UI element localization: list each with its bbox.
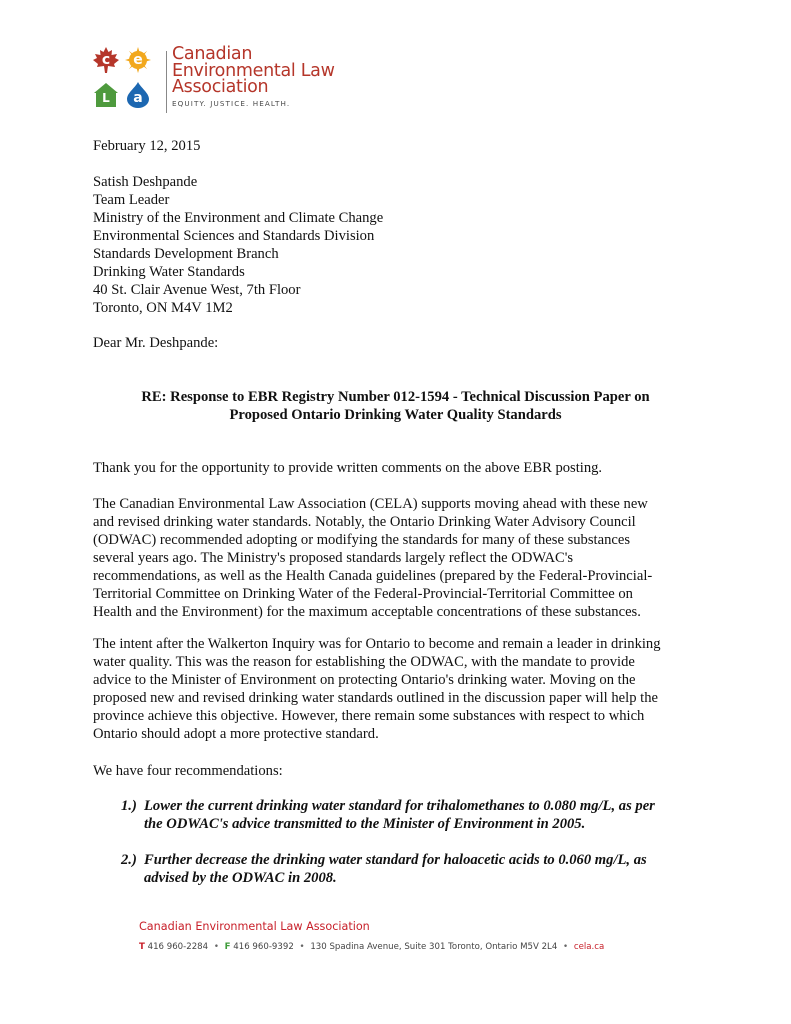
subject-line-1: RE: Response to EBR Registry Number 012-1594 - Technical Discussion Paper on [141,389,650,405]
paragraph-line: Territorial Committee on Drinking Water of the Federal-Provincial-Territorial Committee on [93,586,633,602]
phone-number: 416 960-2284 [147,942,209,952]
paragraph-line: province achieve this objective. However, there remain some substances with respect to which [93,708,645,724]
separator-dot: • [563,942,569,952]
paragraph-line: water quality. This was the reason for establishing the ODWAC, with the mandate to provide [93,654,635,670]
recommendation-text [144,797,655,833]
recipient-division: Environmental Sciences and Standards Division [93,228,375,244]
paragraph-recommendations-intro [93,762,713,780]
paragraph-thanks [93,459,713,477]
fax-number: 416 960-9392 [233,942,294,952]
salutation: Dear Mr. Deshpande: [93,335,219,351]
subject-line [93,388,698,424]
maple-leaf-icon: c [93,47,119,73]
logo-line: Environmental Law [172,60,335,81]
recipient-name: Satish Deshpande [93,174,198,190]
recommendation-line: advised by the ODWAC in 2008. [144,870,337,886]
recipient-city: Toronto, ON M4V 1M2 [93,300,233,316]
logo-divider [166,51,167,113]
logo-line: Canadian [172,44,253,64]
recommendation-number: 2.) [121,852,137,868]
separator-dot: • [299,942,305,952]
logo-wordmark [172,46,335,108]
footer-address: 130 Spadina Avenue, Suite 301 Toronto, Ontario M5V 2L4 [310,942,558,952]
recommendation-number: 1.) [121,798,137,814]
water-drop-icon: a [125,82,151,108]
recommendation-line: the ODWAC's advice transmitted to the Minister of Environment in 2005. [144,816,586,832]
paragraph-line: The Canadian Environmental Law Association (CELA) supports moving ahead with these new [93,496,648,512]
footer-organization: Canadian Environmental Law Association [139,920,370,933]
paragraph-line: several years ago. The Ministry's proposed standards largely reflect the ODWAC's [93,550,574,566]
subject-line-2: Proposed Ontario Drinking Water Quality Standards [229,407,562,423]
paragraph-line: and revised drinking water standards. Notably, the Ontario Drinking Water Advisory Council [93,514,636,530]
recommendation-line: Further decrease the drinking water standard for haloacetic acids to 0.060 mg/L, as [144,852,647,868]
paragraph-line: Thank you for the opportunity to provide written comments on the above EBR posting. [93,460,603,476]
recipient-branch: Standards Development Branch [93,246,279,262]
paragraph-line: advice to the Minister of Environment on protecting Ontario's drinking water. Moving on the [93,672,636,688]
sun-icon: e [125,47,151,73]
paragraph-line: (ODWAC) recommended adopting or modifying the standards for many of these substances [93,532,630,548]
paragraph-support [93,495,713,621]
phone-label: T [139,942,145,952]
letterhead-footer [139,920,604,952]
recipient-title: Team Leader [93,192,170,208]
paragraph-line: The intent after the Walkerton Inquiry was for Ontario to become and remain a leader in drinking [93,636,661,652]
logo-icon-grid [91,45,155,113]
paragraph-line: proposed new and revised drinking water standards outlined in the discussion paper will help the [93,690,658,706]
fax-label: F [224,942,231,952]
paragraph-line: Health and the Environment) for the maximum acceptable concentrations of these substances. [93,604,641,620]
recommendation-text [144,851,647,887]
paragraph-line: Ontario should adopt a more protective standard. [93,726,379,742]
cela-logo [91,45,351,117]
recommendation-line: Lower the current drinking water standard for trihalomethanes to 0.080 mg/L, as per [144,798,655,814]
recipient-unit: Drinking Water Standards [93,264,245,280]
house-icon: L [93,82,119,108]
recipient-ministry: Ministry of the Environment and Climate Change [93,210,384,226]
separator-dot: • [213,942,219,952]
recipient-street: 40 St. Clair Avenue West, 7th Floor [93,282,301,298]
paragraph-line: recommendations, as well as the Health Canada guidelines (prepared by the Federal-Provincial- [93,568,653,584]
letter-date: February 12, 2015 [93,138,201,154]
recipient-address [93,173,713,317]
paragraph-line: We have four recommendations: [93,763,283,779]
logo-tagline: EQUITY. JUSTICE. HEALTH. [172,98,291,108]
website-link[interactable]: cela.ca [573,942,605,952]
logo-line: Association [172,77,269,97]
footer-contact-line [139,942,604,952]
paragraph-walkerton [93,635,713,743]
